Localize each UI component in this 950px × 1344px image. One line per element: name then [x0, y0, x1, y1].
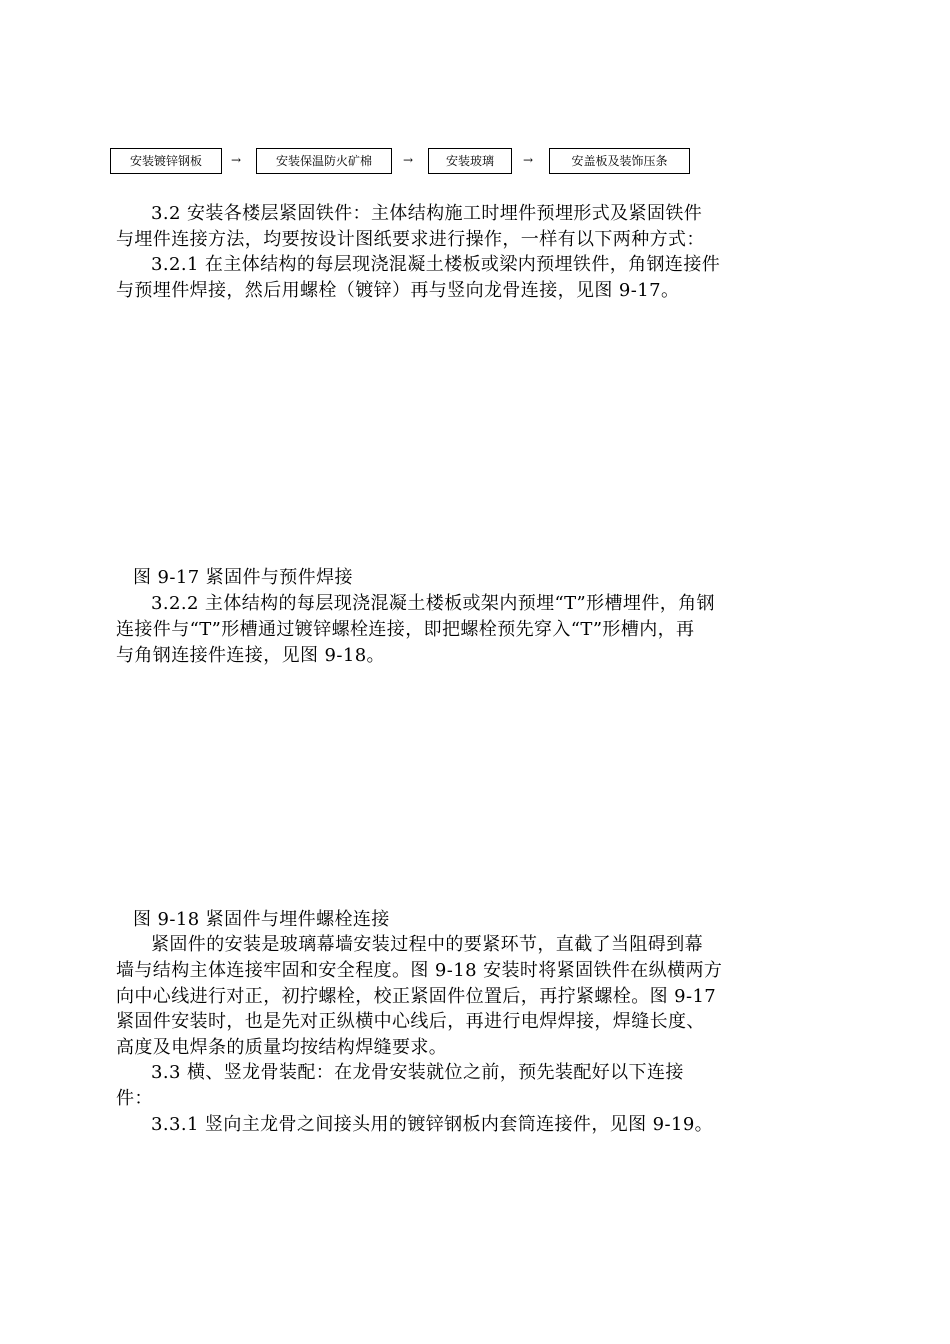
paragraph-fastener-line-4: 紧固件安装时，也是先对正纵横中心线后，再进行电焊焊接，焊缝长度、	[116, 1011, 705, 1032]
paragraph-3-2-line-2: 与埋件连接方法，均要按设计图纸要求进行操作，一样有以下两种方式：	[116, 229, 705, 250]
flow-step-3: 安装玻璃	[428, 148, 512, 174]
paragraph-3-2-2-line-3: 与角钢连接件连接，见图 9-18。	[116, 645, 385, 666]
paragraph-fastener-line-1: 紧固件的安装是玻璃幕墙安装过程中的要紧环节，直截了当阻碍到幕	[151, 934, 703, 955]
flow-arrow-icon: →	[402, 153, 414, 167]
paragraph-fastener-line-5: 高度及电焊条的质量均按结构焊缝要求。	[116, 1037, 448, 1058]
paragraph-3-2-1-line-2: 与预埋件焊接，然后用螺栓（镀锌）再与竖向龙骨连接，见图 9-17。	[116, 280, 680, 301]
paragraph-3-3-line-1: 3.3 横、竖龙骨装配：在龙骨安装就位之前，预先装配好以下连接	[151, 1062, 684, 1083]
paragraph-3-2-line-1: 3.2 安装各楼层紧固铁件：主体结构施工时埋件预埋形式及紧固铁件	[151, 203, 703, 224]
paragraph-3-2-1-line-1: 3.2.1 在主体结构的每层现浇混凝土楼板或梁内预埋铁件，角钢连接件	[151, 254, 721, 275]
paragraph-fastener-line-2: 墙与结构主体连接牢固和安全程度。图 9-18 安装时将紧固铁件在纵横两方	[116, 960, 723, 981]
flow-step-4: 安盖板及装饰压条	[549, 148, 690, 174]
paragraph-3-3-1-line-1: 3.3.1 竖向主龙骨之间接头用的镀锌钢板内套筒连接件，见图 9-19。	[151, 1114, 714, 1135]
flow-arrow-icon: →	[230, 153, 242, 167]
paragraph-3-2-2-line-2: 连接件与“T”形槽通过镀锌螺栓连接，即把螺栓预先穿入“T”形槽内，再	[116, 619, 695, 640]
figure-9-17-caption: 图 9-17 紧固件与预件焊接	[133, 567, 353, 588]
flow-arrow-icon: →	[522, 153, 534, 167]
flow-step-2: 安装保温防火矿棉	[256, 148, 392, 174]
paragraph-fastener-line-3: 向中心线进行对正，初拧螺栓，校正紧固件位置后，再拧紧螺栓。图 9-17	[116, 986, 717, 1007]
paragraph-3-3-line-2: 件：	[116, 1088, 153, 1109]
paragraph-3-2-2-line-1: 3.2.2 主体结构的每层现浇混凝土楼板或架内预埋“T”形槽埋件，角钢	[151, 593, 715, 614]
flow-step-1: 安装镀锌钢板	[110, 148, 222, 174]
figure-9-18-caption: 图 9-18 紧固件与埋件螺栓连接	[133, 909, 390, 930]
